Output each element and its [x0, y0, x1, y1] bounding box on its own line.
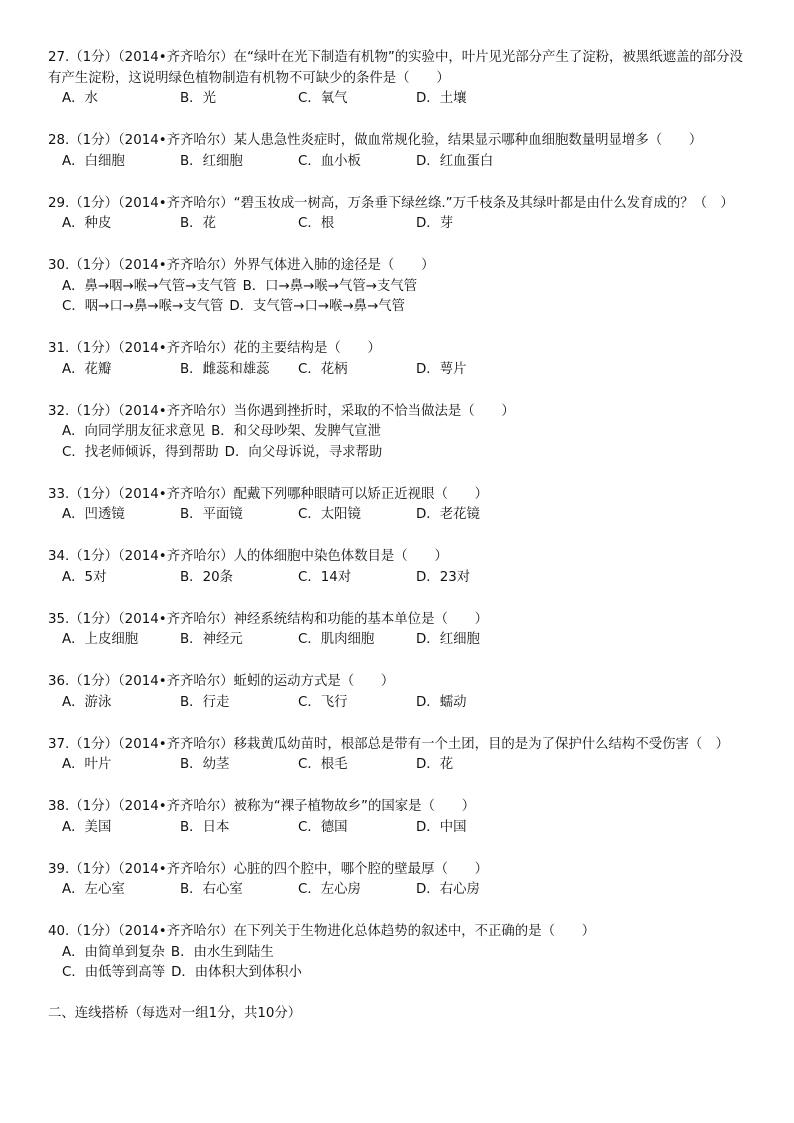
- option-c: C．由低等到高等: [62, 965, 166, 980]
- option-a: A．种皮: [62, 216, 112, 231]
- option-a: A．水: [62, 91, 98, 106]
- options-row: [48, 214, 748, 235]
- option-c: C．花柄: [298, 361, 348, 377]
- question-stem: 37.（1分）（2014•齐齐哈尔）移栽黄瓜幼苗时，根部总是带有一个土团，目的是为了保护什么结构不受伤害（ ）: [48, 736, 730, 752]
- option-a: A．左心室: [62, 882, 125, 897]
- exam-page: [48, 48, 748, 1025]
- option-a: A．游泳: [62, 694, 112, 710]
- option-b: B．平面镜: [180, 507, 243, 522]
- option-a: A．美国: [62, 819, 112, 835]
- option-c: C．太阳镜: [298, 507, 361, 522]
- question-stem: 36.（1分）（2014•齐齐哈尔）蚯蚓的运动方式是（ ）: [48, 674, 395, 689]
- options-row: [48, 568, 748, 589]
- option-a: A．凹透镜: [62, 507, 125, 522]
- options-row: [48, 89, 748, 110]
- question-36: [48, 672, 748, 713]
- option-b: B．日本: [180, 819, 230, 835]
- question-stem: 40.（1分）（2014•齐齐哈尔）在下列关于生物进化总体趋势的叙述中，不正确的是（ ）: [48, 924, 596, 939]
- option-d: D．红血蛋白: [416, 153, 494, 169]
- option-d: D．红细胞: [416, 632, 480, 647]
- option-b: B．和父母吵架、发脾气宣泄: [211, 424, 381, 439]
- option-d: D．萼片: [416, 361, 467, 377]
- option-a: A．白细胞: [62, 153, 125, 169]
- question-29: [48, 194, 748, 235]
- options-row: [48, 630, 748, 651]
- options-row: [48, 880, 748, 901]
- option-a: A．由简单到复杂: [62, 944, 165, 960]
- option-a: A．向同学朋友征求意见: [62, 424, 206, 439]
- option-b: B．口→鼻→喉→气管→支气管: [242, 278, 418, 294]
- question-40: [48, 922, 748, 984]
- question-28: [48, 131, 748, 172]
- option-c: C．咽→口→鼻→喉→支气管: [62, 299, 224, 314]
- options-row: [48, 818, 748, 839]
- question-stem: 32.（1分）（2014•齐齐哈尔）当你遇到挫折时，采取的不恰当做法是（ ）: [48, 403, 515, 419]
- option-c: C．飞行: [298, 694, 348, 710]
- option-c: C．氧气: [298, 91, 348, 106]
- option-b: B．花: [180, 216, 216, 231]
- options-row: [48, 443, 748, 464]
- option-d: D．右心房: [416, 882, 480, 897]
- question-stem: 39.（1分）（2014•齐齐哈尔）心脏的四个腔中，哪个腔的壁最厚（ ）: [48, 861, 489, 877]
- option-d: D．中国: [416, 819, 467, 835]
- options-row: [48, 505, 748, 526]
- question-stem: 35.（1分）（2014•齐齐哈尔）神经系统结构和功能的基本单位是（ ）: [48, 611, 489, 627]
- option-a: A．花瓣: [62, 361, 112, 377]
- question-stem: 27.（1分）（2014•齐齐哈尔）在“绿叶在光下制造有机物”的实验中，叶片见光部分产生了淀粉，被黑纸遮盖的部分没有产生淀粉，这说明绿色植物制造有机物不可缺少的条件是（ ）: [48, 50, 743, 86]
- option-c: C．找老师倾诉，得到帮助: [62, 444, 219, 460]
- option-b: B．由水生到陆生: [170, 944, 274, 960]
- option-c: C．血小板: [298, 153, 361, 169]
- question-30: [48, 256, 748, 318]
- option-d: D．老花镜: [416, 507, 480, 522]
- option-b: B．20条: [180, 569, 234, 585]
- option-b: B．神经元: [180, 632, 243, 647]
- section-title: 二、连线搭桥（每选对一组1分，共10分）: [48, 1006, 302, 1021]
- question-38: [48, 797, 748, 838]
- options-row: [48, 422, 748, 443]
- question-stem: 30.（1分）（2014•齐齐哈尔）外界气体进入肺的途径是（ ）: [48, 258, 435, 273]
- question-37: [48, 735, 748, 776]
- options-row: [48, 277, 748, 298]
- option-c: C．14对: [298, 569, 352, 585]
- option-d: D．花: [416, 757, 454, 772]
- option-d: D．土壤: [416, 91, 467, 106]
- question-stem: 29.（1分）（2014•齐齐哈尔）“碧玉妆成一树高，万条垂下绿丝绦.”万千枝条及其绿叶都是由什么发育成的？（ ）: [48, 195, 734, 211]
- option-b: B．红细胞: [180, 153, 243, 169]
- option-a: A．鼻→咽→喉→气管→支气管: [62, 278, 237, 294]
- question-stem: 28.（1分）（2014•齐齐哈尔）某人患急性炎症时，做血常规化验，结果显示哪种血细胞数量明显增多（ ）: [48, 133, 703, 148]
- option-d: D．23对: [416, 569, 471, 585]
- option-a: A．5对: [62, 569, 107, 585]
- option-d: D．芽: [416, 216, 454, 231]
- options-row: [48, 943, 748, 964]
- question-stem: 31.（1分）（2014•齐齐哈尔）花的主要结构是（ ）: [48, 341, 381, 356]
- question-stem: 38.（1分）（2014•齐齐哈尔）被称为“裸子植物故乡”的国家是（ ）: [48, 799, 476, 814]
- option-b: B．右心室: [180, 882, 243, 897]
- question-39: [48, 860, 748, 901]
- options-row: [48, 152, 748, 173]
- option-d: D．支气管→口→喉→鼻→气管: [229, 299, 406, 314]
- option-b: B．雌蕊和雄蕊: [180, 361, 270, 377]
- question-stem: 34.（1分）（2014•齐齐哈尔）人的体细胞中染色体数目是（ ）: [48, 549, 448, 564]
- question-33: [48, 485, 748, 526]
- option-b: B．幼茎: [180, 757, 230, 772]
- option-c: C．根毛: [298, 757, 348, 772]
- option-d: D．蠕动: [416, 694, 467, 710]
- option-c: C．肌肉细胞: [298, 632, 375, 647]
- option-b: B．行走: [180, 694, 230, 710]
- options-row: [48, 360, 748, 381]
- option-c: C．根: [298, 216, 335, 231]
- options-row: [48, 755, 748, 776]
- option-c: C．左心房: [298, 882, 361, 897]
- question-34: [48, 547, 748, 588]
- option-b: B．光: [180, 91, 216, 106]
- options-row: [48, 693, 748, 714]
- option-d: D．由体积大到体积小: [171, 965, 302, 980]
- options-row: [48, 963, 748, 984]
- option-a: A．上皮细胞: [62, 632, 139, 647]
- option-a: A．叶片: [62, 757, 112, 772]
- question-27: [48, 48, 748, 110]
- question-32: [48, 402, 748, 464]
- option-c: C．德国: [298, 819, 348, 835]
- question-stem: 33.（1分）（2014•齐齐哈尔）配戴下列哪种眼睛可以矫正近视眼（ ）: [48, 486, 489, 502]
- question-35: [48, 610, 748, 651]
- question-31: [48, 339, 748, 380]
- option-d: D．向父母诉说，寻求帮助: [224, 444, 383, 460]
- options-row: [48, 297, 748, 318]
